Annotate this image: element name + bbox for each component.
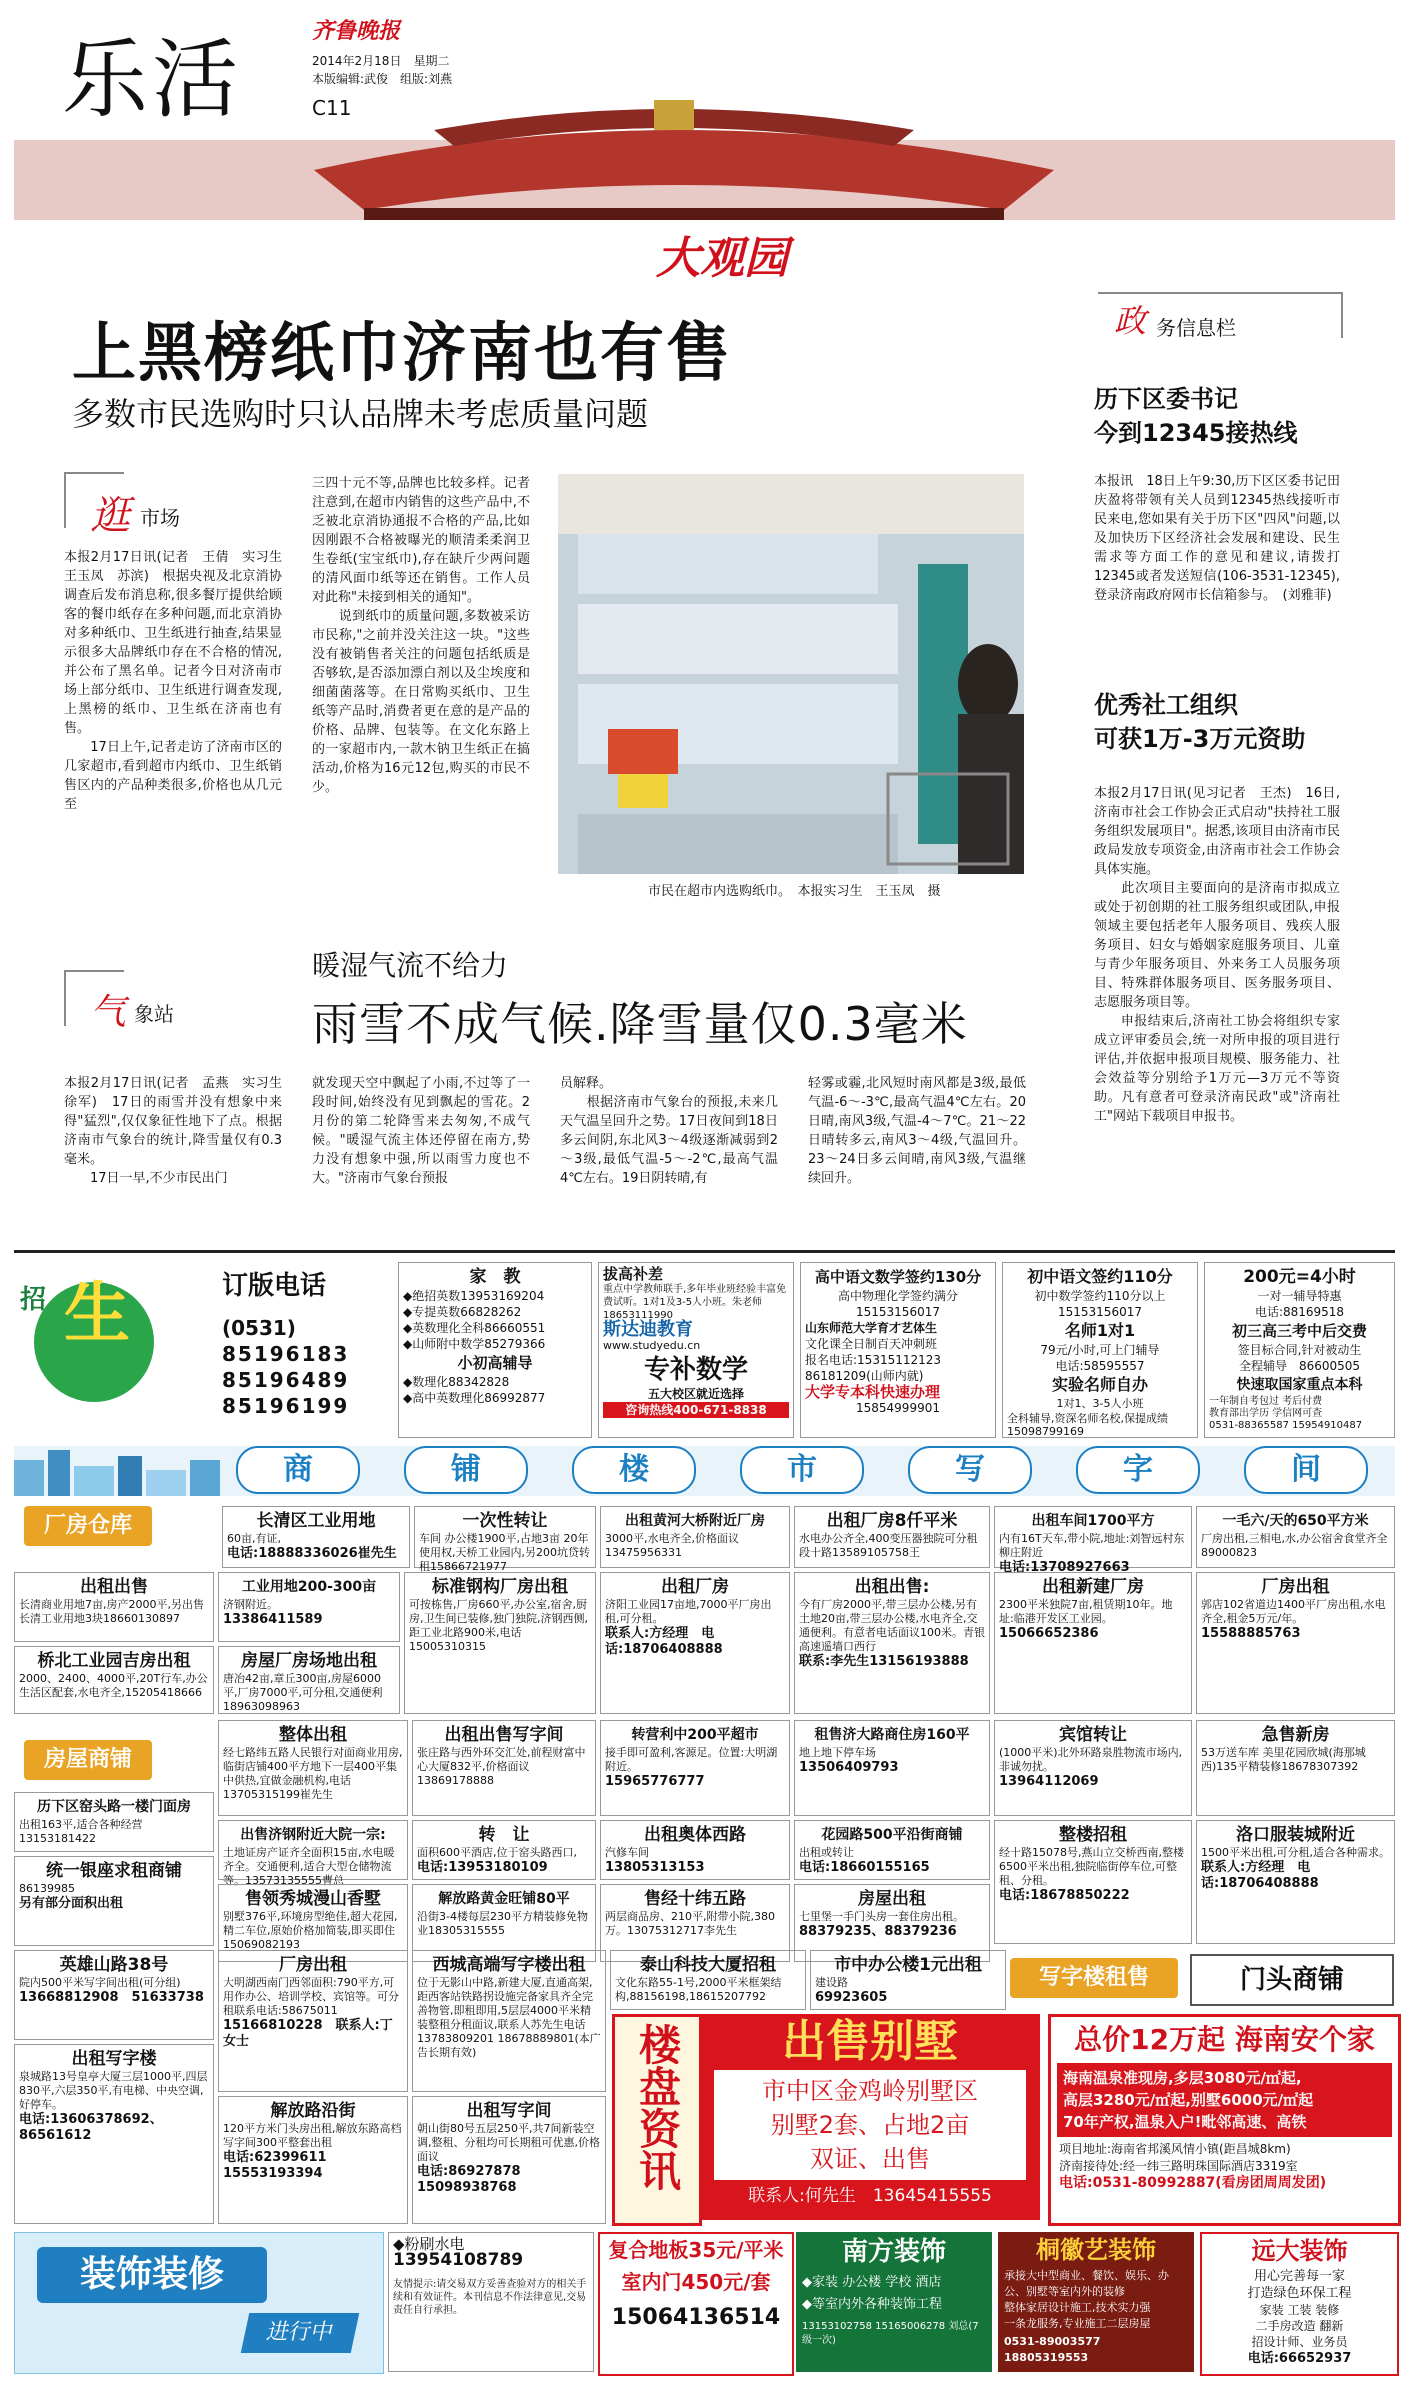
chuzhong-l2: 15153156017 — [1058, 1305, 1142, 1319]
gov-info-tag — [1098, 292, 1343, 338]
news2-title-line2: 可获1万-3万元资助 — [1094, 725, 1306, 753]
classified-ad-title: 英雄山路38号 — [59, 1955, 169, 1975]
classified-ad-body: 53万送车库 美里花园欣城(海那城西)135平精装修18678307392 — [1201, 1746, 1366, 1773]
classified-ad-title: 标准钢构厂房出租 — [432, 1577, 568, 1597]
gaozhong-l3: 山东师范大学育才艺体生 — [805, 1321, 938, 1335]
yiduiyi-l9: 0531-88365587 15954910487 — [1209, 1420, 1363, 1431]
office-section-tag: 写字楼租售 — [1010, 1958, 1178, 1998]
classified-ad — [794, 1572, 990, 1714]
classified-ad — [218, 1646, 400, 1714]
yiduiyi-l8: 教育部出学历 学信网可查 — [1209, 1408, 1323, 1419]
classified-ad-title: 市中办公楼1元出租 — [834, 1955, 982, 1975]
classified-ad-body: 大明湖西南门西邻面积:790平方,可用作办公、培训学校、宾馆等。可分租联系电话:58675011 — [223, 1976, 399, 2017]
chuzhong-title: 初中语文签约110分 — [1027, 1267, 1173, 1286]
ad-paint — [388, 2232, 594, 2372]
classified-ad-body: 沿街3-4楼每层230平方精装修免物业18305315555 — [417, 1910, 588, 1937]
yiduiyi-l2: 电话:88169518 — [1254, 1305, 1345, 1319]
classified-ad-body: 济钢附近。 — [223, 1598, 278, 1611]
classified-ad — [14, 1646, 214, 1714]
yiduiyi-l1: 一对一辅导特惠 — [1257, 1289, 1342, 1303]
supermarket-tissue-photo — [558, 474, 1024, 874]
budiao-head-small: 重点中学教师联手,多年毕业班经验丰富免费试听。1对1及3-5人小班。朱老师18653111990 — [603, 1284, 787, 1321]
classified-ad — [600, 1506, 790, 1568]
classified-ad-title: 房屋出租 — [858, 1889, 926, 1909]
classified-ad-title: 花园路500平沿街商铺 — [821, 1827, 963, 1843]
classified-ad-phone: 电话:13708927663 — [999, 1560, 1130, 1575]
classified-ad-body: 七里堡一手门头房一套住房出租。 — [799, 1910, 964, 1923]
classified-ad-body: 泉城路13号皇亭大厦三层1000平,四层830平,六层350平,有电梯、中央空调,好停车。 — [19, 2070, 208, 2111]
classified-ad-body: 文化东路55-1号,2000平米框架结构,88156198,18615207792 — [615, 1976, 782, 2003]
classified-ad — [600, 1720, 790, 1816]
classified-ad-title: 厂房出租 — [1261, 1577, 1330, 1597]
hainan-line-1: 海南温泉准现房,多层3080元/㎡起, — [1063, 2069, 1302, 2087]
gaozhong-title: 高中语文数学签约130分 — [814, 1268, 982, 1286]
jiajiao-item-2: ◆专提英数66828262 — [403, 1305, 522, 1319]
weather-kicker: 暖湿气流不给力 — [312, 949, 509, 982]
classified-ad — [14, 1572, 214, 1642]
classified-ad-body: 1500平米出租,可分租,适合各种需求。 — [1201, 1846, 1390, 1859]
classified-ad-title: 一次性转让 — [462, 1511, 548, 1531]
gov-tag-small: 务信息栏 — [1156, 316, 1236, 340]
classified-ad-phone: 电话:13953180109 — [417, 1860, 548, 1875]
classified-ad-title: 整楼招租 — [1059, 1825, 1127, 1845]
classified-ad-title: 出租出售写字间 — [444, 1725, 564, 1745]
villa-contact: 联系人:何先生 13645415555 — [748, 2186, 992, 2206]
classified-ad-body: 出租或转让 — [799, 1846, 854, 1859]
band-word-1: 商 — [236, 1446, 360, 1494]
classified-ad-phone: 13668812908 51633738 — [19, 1990, 204, 2005]
yiduiyi-title: 200元=4小时 — [1243, 1267, 1356, 1287]
chuzhong-l8: 全科辅导,资深名师名校,保提成绩 15098799169 — [1007, 1412, 1179, 1438]
classified-ad-body: 经七路纬五路人民银行对面商业用房,临街店铺400平方地下一层400平集中供热,宜做金融机构,电话13705315199崔先生 — [223, 1746, 403, 1801]
hainan-line-6: 电话:0531-80992887(看房团周周发团) — [1059, 2175, 1327, 2191]
yiduiyi-l6: 快速取国家重点本科 — [1236, 1377, 1363, 1393]
band-word-6: 字 — [1076, 1446, 1200, 1494]
classified-ad-body: 120平方米门头房出租,解放东路高档写字间300平整套出租 — [223, 2122, 402, 2149]
paper-name: 齐鲁晚报 — [312, 18, 401, 44]
floor-sub: 室内门450元/套 — [621, 2270, 771, 2294]
classified-ad-phone: 电话:62399611 15553193394 — [223, 2150, 340, 2181]
classified-ad — [994, 1820, 1192, 1944]
classified-ad-title: 工业用地200-300亩 — [241, 1579, 377, 1595]
subheadline: 多数市民选购时只认品牌未考虑质量问题 — [72, 395, 649, 433]
chuzhong-l1: 初中数学签约110分以上 — [1034, 1289, 1166, 1303]
classified-ad-title: 出租奥体西路 — [644, 1825, 746, 1845]
ad-villa — [700, 2014, 1040, 2220]
classified-ad — [810, 1950, 1006, 2010]
classified-ad — [994, 1506, 1192, 1575]
classified-ad — [1196, 1820, 1395, 1944]
market-tag-small: 市场 — [140, 506, 180, 530]
classified-ad-title: 西城高端写字楼出租 — [432, 1955, 586, 1975]
zhaosheng-phone-3: 85196489 — [222, 1368, 350, 1392]
column-logo: 大观园 — [656, 233, 788, 284]
trade-notice: 友情提示:请交易双方妥善查验对方的相关手续和有效证件。本刊信息不作法律意见,交易责任自行承担。 — [393, 2279, 587, 2316]
news1-body: 本报讯 18日上午9:30,历下区区委书记田庆盈将带领有关人员到12345热线接听市民来电,您如果有关于历下区"四风"问题,以及加快历下区经济社会发展和建设、民生需求等方面工作的意见和建议,请拨打12345或者发送短信(106-3531-12345),登录济南政府网市长信箱参与。 (刘雅菲) — [1094, 474, 1340, 603]
jiajiao-title: 家 教 — [469, 1267, 521, 1287]
band-word-2: 铺 — [404, 1446, 528, 1494]
villa-line-3: 双证、出售 — [810, 2145, 930, 2173]
classified-ad-body: 土地证房产证齐全面积15亩,水电暖齐全。交通便利,适合大型仓储物流等。13573135555曹总 — [223, 1846, 395, 1887]
band-word-4: 市 — [740, 1446, 864, 1494]
hainan-title: 总价12万起 海南安个家 — [1074, 2023, 1375, 2056]
classified-ad-phone: 13964112069 — [999, 1774, 1099, 1789]
classified-ad-body: 面积600平酒店,位于窑头路西口, — [417, 1846, 577, 1859]
villa-side-label: 楼盘资讯 — [633, 2023, 682, 2191]
classified-ad — [218, 1720, 408, 1816]
yiduiyi-l5: 全程辅导 86600505 — [1238, 1359, 1361, 1373]
classified-ad — [412, 1720, 596, 1816]
gaozhong-l6: 86181209(山师内就) — [805, 1369, 924, 1383]
pavilion-roof-illustration — [14, 100, 1395, 222]
classified-ad — [14, 2044, 214, 2224]
classified-ad-body: 可按栋售,厂房660平,办公室,宿舍,厨房,卫生间已装修,独门独院,济钢西侧,距工业北路900米,电话15005310315 — [409, 1598, 588, 1653]
gaozhong-l2: 15153156017 — [856, 1305, 940, 1319]
classified-ad — [1196, 1572, 1395, 1714]
main-article-col2: 三四十元不等,品牌也比较多样。记者注意到,在超市内销售的这些产品中,不乏被北京消协通报不合格的产品,比如因刚跟不合格被曝光的顺清柔柔润卫生卷纸(宝宝纸巾),存在缺斤少两问题的清风面巾纸等还在销售。工作人员对此称"未接到相关的通知"。 说到纸巾的质量问题,多数被采访市民称,"之前并没关注这一块。"这些没有被销售者关注的问题包括纸质是否够软,是否添加漂白剂以及尘埃度和细菌菌落等。在日常购买纸巾、卫生纸等产品时,消费者更在意的是产品的价格、品牌、包装等。在文化东路上的一家超市内,一款木钠卫生纸正在搞活动,价格为16元12包,购买的市民不少。 — [312, 476, 530, 795]
chuzhong-l6: 实验名师自办 — [1051, 1375, 1148, 1394]
section-divider — [14, 1250, 1395, 1253]
nanfang-line-1: ◆家装 办公楼 学校 酒店 — [802, 2275, 942, 2290]
classified-ad-title: 转营利中200平超市 — [631, 1727, 759, 1743]
classified-ad-phone: 电话:18660155165 — [799, 1860, 930, 1875]
classified-ad-title: 泰山科技大厦招租 — [640, 1955, 776, 1975]
classified-ad-body: 2000、2400、4000平,20T行车,办公生活区配套,水电齐全,15205418666 — [19, 1672, 208, 1699]
news2-title — [1094, 688, 1305, 756]
classified-ad — [14, 1856, 214, 1946]
classified-ad-body: 别墅376平,环境房型绝佳,超大花园,精二车位,原始价格加简装,即买即住15069082193 — [223, 1910, 398, 1951]
yuanda-line-3: 家装 工装 装修 — [1259, 2303, 1340, 2317]
classified-ad — [794, 1820, 990, 1880]
classified-ad — [218, 1950, 408, 2092]
chuzhong-l7: 1对1、3-5人小班 — [1056, 1397, 1144, 1410]
ad-chuzhong — [1002, 1262, 1198, 1438]
classified-ad — [994, 1572, 1192, 1714]
classified-ad-body: 汽修车间 — [605, 1846, 649, 1859]
villa-line-2: 别墅2套、占地2亩 — [770, 2111, 970, 2139]
zhaosheng-phone-4: 85196199 — [222, 1394, 350, 1418]
weather-tag-small: 象站 — [134, 1002, 174, 1026]
news1-title-line2: 今到12345接热线 — [1094, 419, 1298, 447]
classified-ad-title: 出租写字楼 — [71, 2049, 157, 2069]
ad-yiduiyi — [1204, 1262, 1395, 1438]
jiajiao-item-5: ◆数理化88342828 — [403, 1375, 510, 1389]
classified-ad — [414, 1506, 596, 1573]
classified-ad — [1196, 1720, 1395, 1816]
weather-headline: 雨雪不成气候.降雪量仅0.3毫米 — [312, 997, 968, 1051]
classified-ad-title: 出租黄河大桥附近厂房 — [625, 1513, 765, 1529]
classified-ad-title: 桥北工业园吉房出租 — [37, 1651, 191, 1671]
classified-ad-title: 出租车间1700平方 — [1031, 1513, 1155, 1529]
classified-ad-title: 出售济钢附近大院一宗: — [240, 1827, 386, 1843]
classified-ad-phone: 15066652386 — [999, 1626, 1099, 1641]
yiduiyi-l3: 初三高三考中后交费 — [1231, 1322, 1367, 1340]
classified-ad-body: 今有厂房2000平,带三层办公楼,另有土地20亩,带三层办公楼,水电齐全,交通便利。有意者电话面议100米。青银高速遥墙口西行 — [799, 1598, 985, 1653]
issue-date: 2014年2月18日 星期二 — [312, 54, 450, 68]
hainan-line-5: 济南接待处:经一纬三路明珠国际酒店3319室 — [1059, 2159, 1298, 2173]
jiajiao-item-6: ◆高中英数理化86992877 — [403, 1391, 546, 1405]
weather-col4: 轻雾或霾,北风短时南风都是3级,最低气温-6～-3℃,最高气温4℃左右。20日晴,南风3级,气温-4～7℃。21～22日晴转多云,南风3～4级,气温回升。23～24日多云间晴,南风3级,气温继续回升。 — [808, 1076, 1026, 1186]
classified-ad-title: 一毛六/天的650平方米 — [1222, 1513, 1369, 1529]
classified-ad-title: 宾馆转让 — [1059, 1725, 1127, 1745]
ad-decor-banner — [14, 2232, 384, 2374]
classified-ad-phone: 电话:18678850222 — [999, 1888, 1130, 1903]
classified-ad-phone: 另有部分面积出租 — [19, 1896, 124, 1911]
zhaosheng-phone-2: 85196183 — [222, 1342, 350, 1366]
ad-zhaosheng — [14, 1262, 390, 1438]
classified-ad-body: 唐冶42亩,章丘300亩,房屋6000平,厂房7000平,可分租,交通便利18963098963 — [223, 1672, 383, 1713]
editor-credits: 本版编辑:武俊 组版:刘燕 — [312, 72, 453, 86]
budiao-brand: 斯达迪教育 — [603, 1319, 693, 1340]
jiajiao-item-4: ◆山师附中数学85279366 — [403, 1337, 546, 1351]
headline: 上黑榜纸巾济南也有售 — [72, 317, 732, 391]
paint-line-2: 13954108789 — [393, 2250, 524, 2270]
classified-ad-body: 地上地下停车场 — [799, 1746, 876, 1759]
classified-ad-body: 2300平米独院7亩,租赁期10年。地址:临港开发区工业园。 — [999, 1598, 1173, 1625]
tonghui-phone: 0531-89003577 18805319553 — [1004, 2335, 1101, 2364]
shop-section-tag: 门头商铺 — [1190, 1954, 1394, 2006]
band-word-7: 间 — [1244, 1446, 1368, 1494]
classified-ad-phone: 联系:李先生13156193888 — [799, 1654, 969, 1669]
classified-ad-title: 售经十纬五路 — [644, 1889, 746, 1909]
nanfang-title: 南方装饰 — [841, 2237, 946, 2267]
yuanda-line-4: 二手房改造 翻新 — [1255, 2319, 1344, 2333]
villa-body — [714, 2070, 1026, 2180]
ad-budiao — [598, 1262, 794, 1438]
decor-title: 装饰装修 — [37, 2247, 267, 2303]
classified-ad-title: 洛口服装城附近 — [1236, 1825, 1355, 1845]
ad-tonghui — [998, 2232, 1194, 2372]
classified-ad-body: 张庄路与西外环交汇处,前程财富中心大厦832平,价格面议13869178888 — [417, 1746, 586, 1787]
classified-ad-body: 3000平,水电齐全,价格面议13475956331 — [605, 1532, 739, 1559]
ad-nanfang — [796, 2232, 992, 2372]
zhaosheng-logo-top: 招 — [20, 1285, 47, 1315]
classified-ad-phone: 电话:86927878 15098938768 — [417, 2164, 534, 2195]
yuanda-line-1: 用心完善每一家 — [1253, 2269, 1345, 2284]
market-column-tag — [64, 472, 284, 542]
classified-ad — [1196, 1506, 1395, 1568]
classified-ad — [600, 1820, 790, 1880]
classified-ad-body: 内有16T天车,带小院,地址:刘智远村东柳庄附近 — [999, 1532, 1185, 1559]
classified-ad-title: 转 让 — [478, 1825, 530, 1845]
tonghui-line-2: 整体家居设计施工,技术实力强 — [1004, 2301, 1151, 2314]
classified-ad — [994, 1720, 1192, 1816]
classified-ad-title: 出租厂房8仟平米 — [826, 1511, 958, 1531]
zhaosheng-label: 订版电话 — [222, 1271, 327, 1301]
ad-floor — [598, 2232, 794, 2376]
classified-ad — [14, 1792, 214, 1852]
yuanda-phone: 电话:66652937 — [1247, 2351, 1352, 2366]
ad-hainan — [1048, 2014, 1401, 2226]
classified-ad — [218, 2096, 408, 2224]
yuanda-line-5: 招设计师、业务员 — [1251, 2335, 1348, 2349]
yuanda-line-2: 打造绿色环保工程 — [1247, 2286, 1352, 2301]
classified-ad-body: 厂房出租,三相电,水,办公宿舍食堂齐全89000823 — [1201, 1532, 1388, 1559]
villa-line-1: 市中区金鸡岭别墅区 — [762, 2077, 978, 2105]
classified-ad-title: 出租出售 — [80, 1577, 148, 1597]
hainan-body — [1057, 2063, 1392, 2137]
classified-ad-title: 租售济大路商住房160平 — [814, 1727, 970, 1743]
gaozhong-l5: 报名电话:15315112123 — [805, 1353, 942, 1367]
ad-gaozhong — [800, 1262, 996, 1438]
classified-ad-body: 建设路 — [815, 1976, 848, 1989]
classified-ad-title: 房屋厂房场地出租 — [241, 1651, 377, 1671]
jiajiao-sub: 小初高辅导 — [457, 1354, 533, 1372]
classified-ad — [794, 1506, 990, 1568]
budiao-site: www.studyedu.cn — [603, 1339, 701, 1352]
band-word-3: 楼 — [572, 1446, 696, 1494]
gaozhong-l4: 文化课全日制百天冲刺班 — [805, 1337, 938, 1351]
weather-col3: 员解释。 根据济南市气象台的预报,未来几天气温呈回升之势。17日夜间到18日多云间阴,东北风3～4级逐渐减弱到2～3级,最低气温-5～-2℃,最高气温4℃左右。19日阴转晴,有 — [560, 1076, 778, 1186]
floor-phone: 15064136514 — [611, 2305, 781, 2330]
classified-ad-body: 朝山街80号五层250平,共7间新装空调,整租、分租均可长期租可优惠,价格面议 — [417, 2122, 600, 2163]
classified-ad-body: 院内500平米写字间出租(可分组) — [19, 1976, 181, 1989]
classified-ad-title: 出租写字间 — [466, 2101, 552, 2121]
zhaosheng-logo-char: 生 — [64, 1275, 130, 1352]
paint-line-1: ◆粉刷水电 — [393, 2235, 465, 2253]
classified-ad-phone: 电话:18888336026崔先生 — [227, 1546, 397, 1561]
chuzhong-l4: 79元/小时,可上门辅导 — [1040, 1343, 1160, 1357]
classified-ad-title: 厂房出租 — [279, 1955, 347, 1975]
jiajiao-item-1: ◆绝招英数13953169204 — [403, 1289, 545, 1303]
yiduiyi-l7: 一年制自考包过 考后付费 — [1209, 1396, 1323, 1407]
classified-ad — [222, 1506, 410, 1568]
real-estate-band — [14, 1446, 1395, 1496]
classified-ad-phone: 电话:13606378692、86561612 — [19, 2112, 163, 2143]
classified-ad-body: 车间 办公楼1900平,占地3亩 20年使用权,天桥工业园内,另200坑贷转租15866721977 — [419, 1532, 590, 1573]
classified-ad-title: 出租新建厂房 — [1042, 1577, 1144, 1597]
budiao-hotline: 咨询热线400-671-8838 — [603, 1402, 789, 1418]
classified-ad — [218, 1820, 408, 1887]
classified-ad-phone: 13805313153 — [605, 1860, 705, 1875]
classified-ad-phone: 15588885763 — [1201, 1626, 1301, 1641]
yuanda-title: 远大装饰 — [1251, 2237, 1348, 2265]
tonghui-line-3: 一条龙服务,专业施工二层房屋 — [1004, 2317, 1151, 2330]
ad-jiajiao — [398, 1262, 592, 1438]
classified-ad-body: 86139985 — [19, 1882, 75, 1895]
classified-ad-body: 两层商品房、210平,附带小院,380万。13075312717李先生 — [605, 1910, 775, 1937]
classified-ad-phone: 69923605 — [815, 1990, 888, 2005]
classified-ad-title: 出租厂房 — [661, 1577, 729, 1597]
classified-ad — [404, 1572, 596, 1714]
photo-caption: 市民在超市内选购纸巾。 本报实习生 王玉凤 摄 — [648, 884, 941, 899]
market-tag-big: 逛 — [90, 493, 130, 539]
ad-yuanda — [1200, 2232, 1399, 2376]
villa-side-panel — [612, 2014, 702, 2226]
section-title: 乐活 — [62, 30, 242, 130]
classified-ad-title: 急售新房 — [1261, 1725, 1330, 1745]
hainan-line-4: 项目地址:海南省邦溪风情小镇(距昌城8km) — [1059, 2142, 1291, 2156]
nanfang-phone: 13153102758 15165006278 刘总(7级一次) — [802, 2321, 979, 2346]
page-number: C11 — [312, 96, 352, 120]
chuzhong-l5: 电话:58595557 — [1055, 1359, 1145, 1373]
weather-col2: 就发现天空中飘起了小雨,不过等了一段时间,始终没有见到飘起的雪花。2月份的第二轮降雪来去匆匆,不成气候。"暖湿气流主体还停留在南方,势力没有想象中强,所以雨雪力度也不大。"济南市气象台预报 — [312, 1076, 530, 1186]
classified-ad-title: 解放路沿街 — [270, 2101, 356, 2121]
news1-title — [1094, 382, 1298, 450]
classified-ad-title: 历下区窑头路一楼门面房 — [37, 1799, 191, 1815]
budiao-big: 专补数学 — [643, 1355, 748, 1385]
gaozhong-l8: 15854999901 — [856, 1401, 940, 1415]
classified-ad-body: 出租163平,适合各种经营13153181422 — [19, 1818, 143, 1845]
yiduiyi-l4: 签目标合同,针对被动生 — [1237, 1343, 1362, 1357]
classified-ad — [412, 1820, 596, 1880]
main-article-col1: 本报2月17日讯(记者 王倩 实习生 王玉凤 苏滨) 根据央视及北京消协调查后发布消息称,很多餐厅提供给顾客的餐巾纸存在多种问题,而北京消协对多种纸巾、卫生纸进行抽查,结果显示很多大品牌纸巾存在不合格的情况,并公布了黑名单。记者今日对济南市场上部分纸巾、卫生纸进行调查发现,上黑榜的纸巾、卫生纸在济南也有售。 17日上午,记者走访了济南市区的几家超市,看到超市内纸巾、卫生纸销售区内的产品种类很多,价格也从几元至 — [64, 550, 282, 812]
news2-body: 本报2月17日讯(见习记者 王杰) 16日,济南市社会工作协会正式启动"扶持社工服务组织发展项目"。据悉,该项目由济南市民政局发放专项资金,由济南市社会工作协会具体实施。 此次项目主要面向的是济南市拟成立或处于初创期的社工服务组织或团队,申报领域主要包括老年人服务项目、残疾人服务项目、妇女与婚姻家庭服务项目、儿童与青少年服务项目、外来务工人员服务项目、特殊群体服务项目、医务服务项目、志愿服务项目等。 申报结束后,济南社工协会将组织专家成立评审委员会,统一对所申报的项目进行评估,并依据申报项目规模、服务能力、社会效益等分别给予1万元—3万元不等资助。凡有意者可登录济南民政"或"济南社工"网站下载项目申报书。 — [1094, 786, 1340, 1124]
classified-ad — [610, 1950, 806, 2010]
classified-ad-title: 出租出售: — [854, 1577, 930, 1597]
jiajiao-item-3: ◆英数理化全科86660551 — [403, 1321, 546, 1335]
weather-col1: 本报2月17日讯(记者 孟燕 实习生 徐军) 17日的雨雪并没有想象中来得"猛烈",仅仅象征性地下了点。根据济南市气象台的统计,降雪量仅有0.3毫米。 17日一早,不少市民出门 — [64, 1076, 282, 1186]
hainan-line-2: 高层3280元/㎡起,别墅6000元/㎡起 — [1063, 2091, 1314, 2109]
factory-section-tag: 厂房仓库 — [24, 1506, 152, 1546]
zhaosheng-phone-1: (0531) — [222, 1316, 296, 1340]
classified-ad-body: (1000平米)北外环路泉胜物流市场内,非诚勿扰。 — [999, 1746, 1183, 1773]
weather-column-tag — [64, 970, 284, 1040]
classified-ad-title: 解放路黄金旺铺80平 — [438, 1891, 570, 1907]
classified-ad-phone: 15166810228 联系人:丁女士 — [223, 2018, 393, 2049]
house-section-tag: 房屋商铺 — [24, 1740, 152, 1780]
classified-ad-phone: 13506409793 — [799, 1760, 899, 1775]
classified-ad — [218, 1572, 400, 1642]
classified-ad-phone: 联系人:方经理 电话:18706408888 — [1201, 1860, 1319, 1891]
tonghui-title: 桐徽艺装饰 — [1036, 2236, 1156, 2264]
band-word-5: 写 — [908, 1446, 1032, 1494]
budiao-head: 拔高补差 — [603, 1265, 664, 1283]
classified-ad — [600, 1572, 790, 1714]
nanfang-line-2: ◆等室内外各种装饰工程 — [802, 2297, 942, 2312]
floor-title: 复合地板35元/平米 — [608, 2238, 784, 2262]
news1-title-line1: 历下区委书记 — [1094, 385, 1238, 413]
tonghui-line-1: 承接大中型商业、餐饮、娱乐、办公、别墅等室内外的装修 — [1004, 2269, 1169, 2298]
classified-ad-body: 长清商业用地7亩,房产2000平,另出售长清工业用地3块18660130897 — [19, 1598, 204, 1625]
classified-ad — [412, 1950, 606, 2092]
gaozhong-l1: 高中物理化学签约满分 — [837, 1289, 958, 1303]
hainan-info — [1051, 2137, 1398, 2196]
classified-ad-body: 郭店102省道边1400平厂房出租,水电齐全,租金5万元/年。 — [1201, 1598, 1386, 1625]
classified-ad-body: 接手即可盈利,客源足。位置:大明湖附近。 — [605, 1746, 778, 1773]
weather-tag-big: 气 — [90, 992, 127, 1033]
chuzhong-l3: 名师1对1 — [1064, 1321, 1136, 1340]
hainan-line-3: 70年产权,温泉入户!毗邻高速、高铁 — [1063, 2113, 1307, 2131]
decor-tag: 进行中 — [241, 2313, 360, 2353]
classified-ad-phone: 88379235、88379236 — [799, 1924, 957, 1939]
classified-ad-body: 位于无影山中路,新建大厦,直通高架,距西客站铁路拐设施完备家具齐全完善物管,即租即用,5层层4000平米精装整租分租面议,联系人苏先生电话13783809201 18678889801(本广告长期有效) — [417, 1976, 601, 2059]
classified-ad — [14, 1950, 214, 2040]
classified-ad-title: 售领秀城漫山香墅 — [245, 1889, 381, 1909]
budiao-sub: 五大校区就近选择 — [647, 1387, 744, 1401]
classified-ad-phone: 15965776777 — [605, 1774, 705, 1789]
classified-ad — [412, 2096, 606, 2224]
classified-ad-body: 60亩,有证, — [227, 1532, 281, 1545]
classified-ad-title: 整体出租 — [279, 1725, 347, 1745]
classified-ad-title: 统一银座求租商铺 — [46, 1861, 182, 1881]
classified-ad-body: 水电办公齐全,400变压器独院可分租段十路13589105758王 — [799, 1532, 978, 1559]
classified-ad-phone: 联系人:方经理 电话:18706408888 — [605, 1626, 723, 1657]
gov-tag-big: 政 — [1114, 302, 1147, 340]
classified-ad-phone: 13386411589 — [223, 1612, 323, 1627]
classified-ad-title: 长清区工业用地 — [256, 1511, 376, 1531]
classified-ad — [794, 1720, 990, 1816]
classified-ad-body: 经十路15078号,燕山立交桥西南,整楼6500平米出租,独院临街停车位,可整租、分租。 — [999, 1846, 1184, 1887]
villa-title: 出售别墅 — [782, 2016, 958, 2067]
classified-ad-body: 济阳工业园17亩地,7000平厂房出租,可分租。 — [605, 1598, 772, 1625]
news2-title-line1: 优秀社工组织 — [1094, 691, 1238, 719]
gaozhong-l7: 大学专本科快速办理 — [805, 1383, 941, 1401]
